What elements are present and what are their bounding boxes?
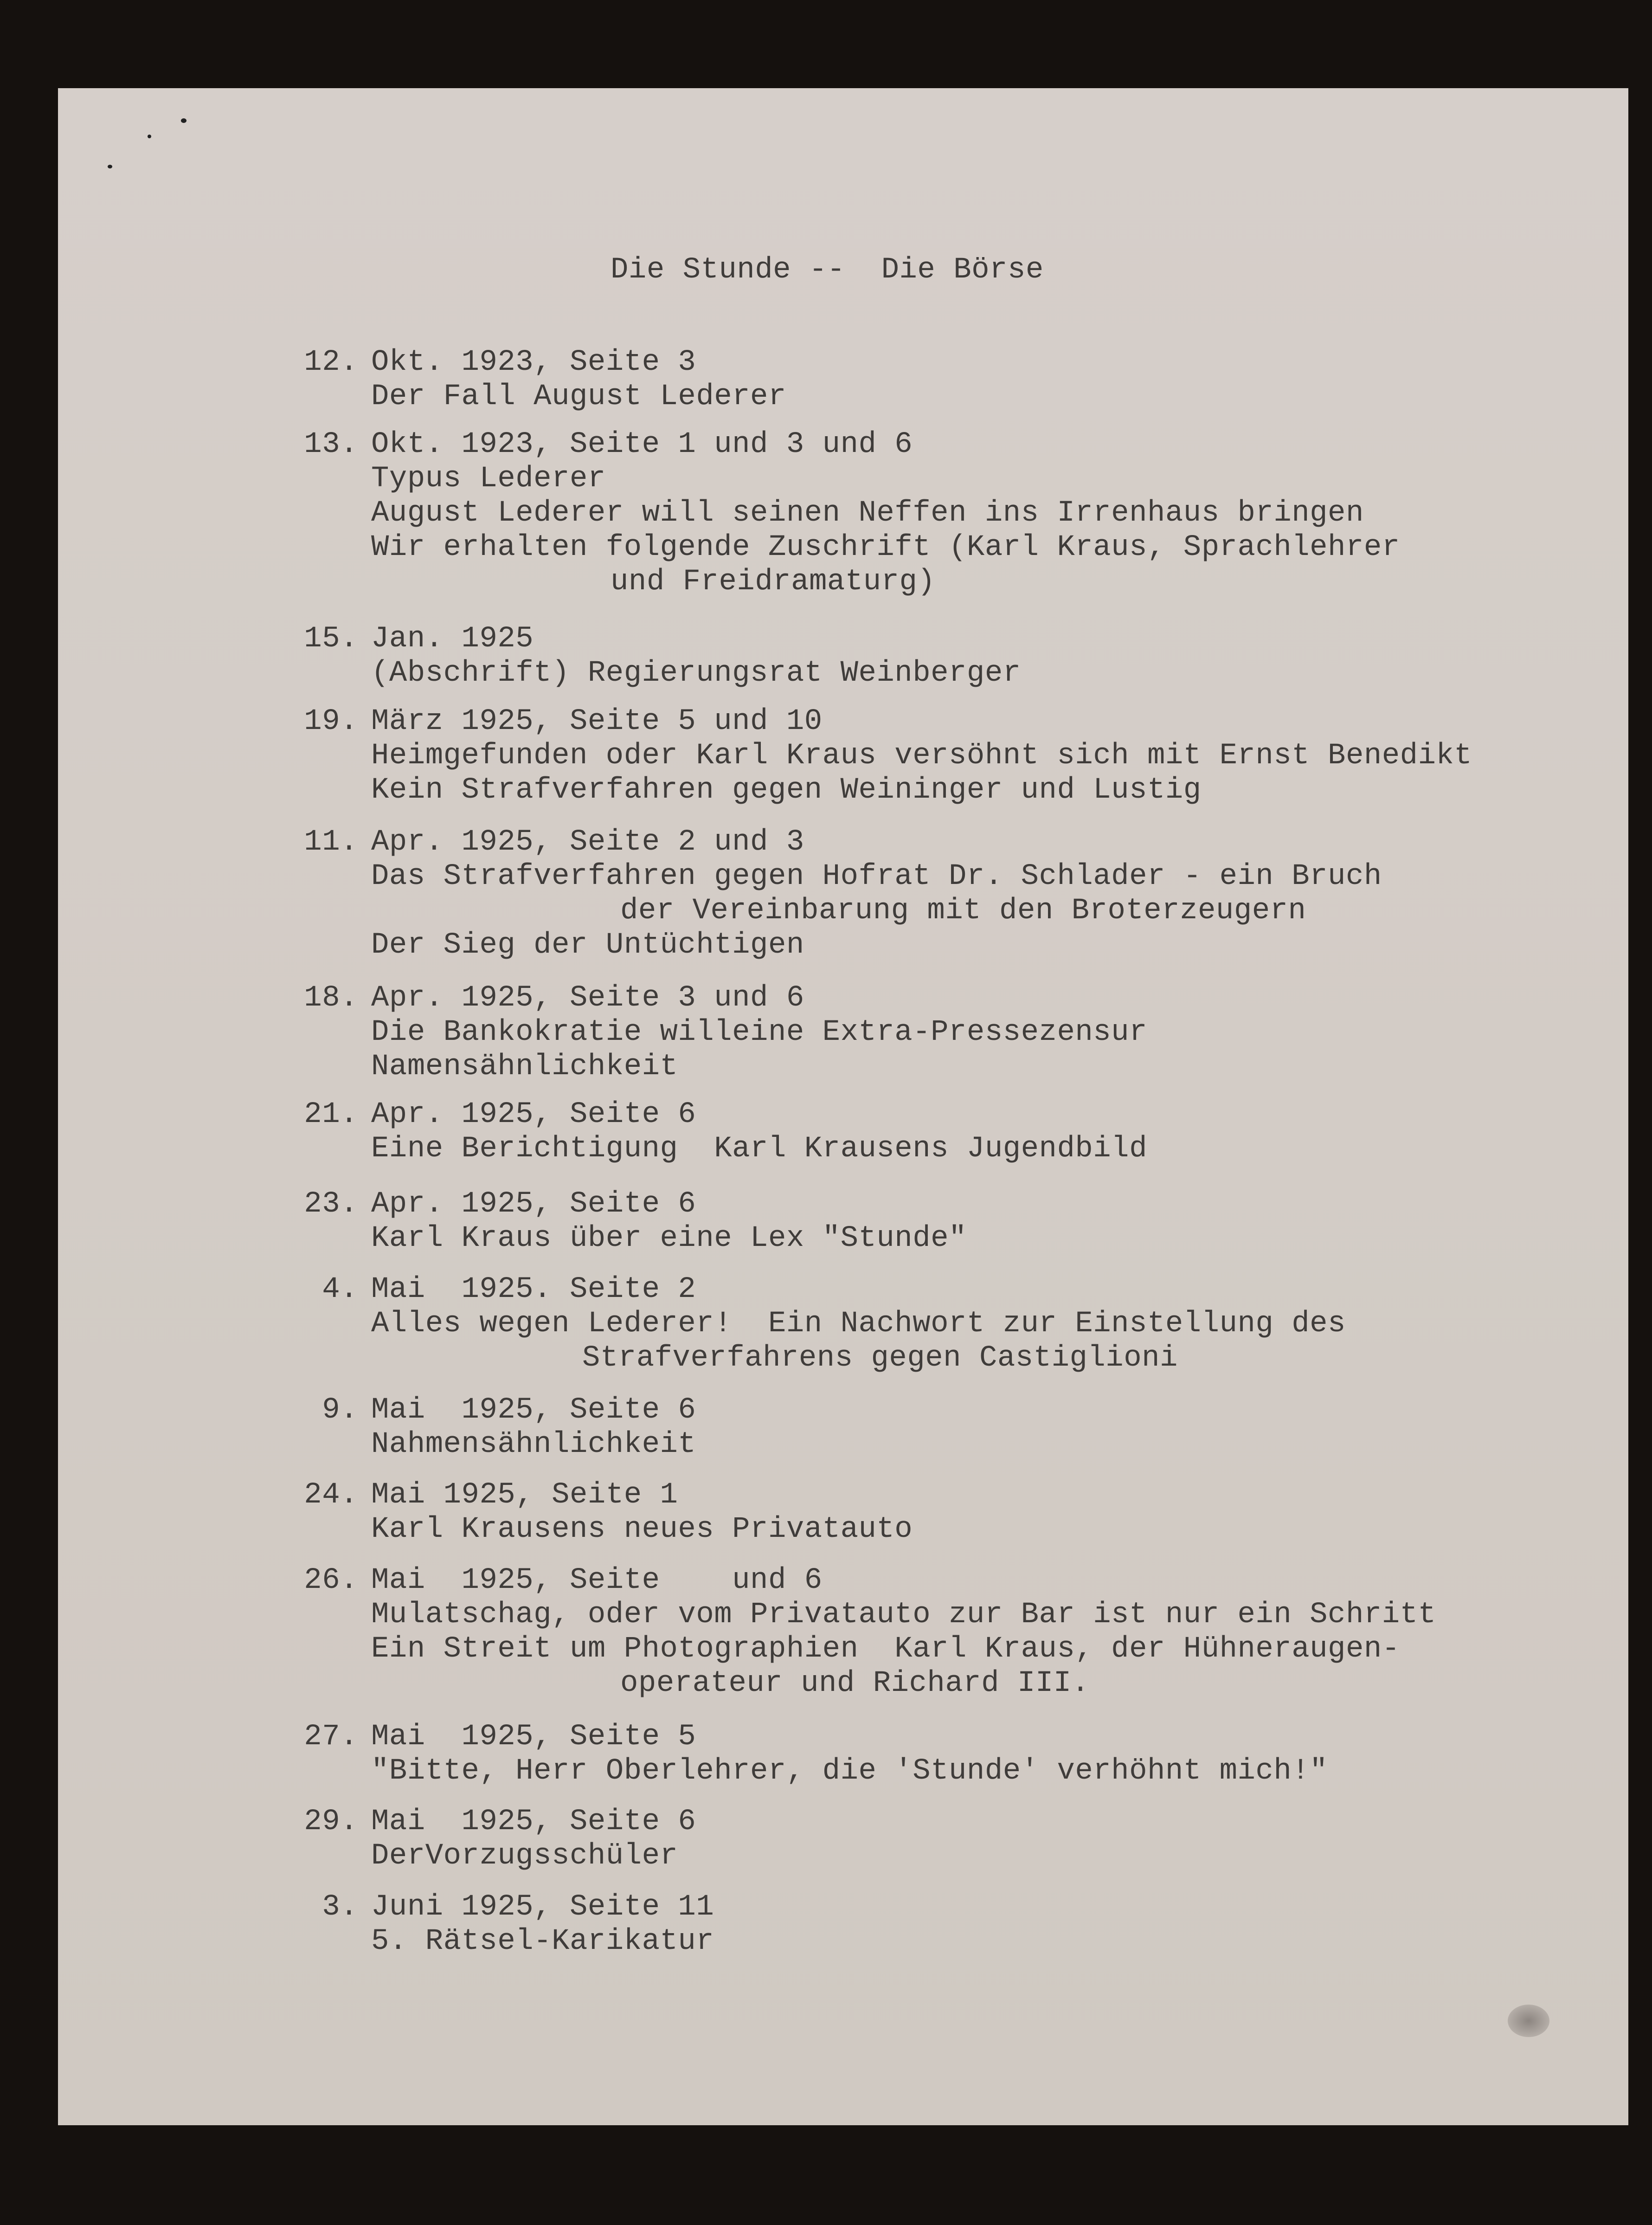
entry <box>260 1393 1559 1462</box>
entry-date: März 1925, Seite 5 und 10 <box>371 705 823 738</box>
entry-date: Juni 1925, Seite 11 <box>371 1890 714 1924</box>
entry-date: Jan. 1925 <box>371 622 534 656</box>
entry-line: (Abschrift) Regierungsrat Weinberger <box>371 657 1021 690</box>
entry-line: Ein Streit um Photographien Karl Kraus, der Hühneraugen- <box>371 1632 1400 1666</box>
entry-line: Strafverfahrens gegen Castiglioni <box>582 1341 1178 1375</box>
entry-line: "Bitte, Herr Oberlehrer, die 'Stunde' verhöhnt mich!" <box>371 1754 1328 1788</box>
entry-line: Namensähnlichkeit <box>371 1050 678 1083</box>
entry-day: 13. <box>304 428 358 461</box>
entry-date: Mai 1925, Seite 6 <box>371 1393 696 1427</box>
entry-line: Eine Berichtigung Karl Krausens Jugendbild <box>371 1132 1147 1166</box>
entry-day: 11. <box>304 826 358 859</box>
entry-day: 24. <box>304 1478 358 1512</box>
entry-day: 15. <box>304 622 358 656</box>
entry-line: 5. Rätsel-Karikatur <box>371 1925 714 1958</box>
entry-line: Alles wegen Lederer! Ein Nachwort zur Einstellung des <box>371 1307 1346 1341</box>
entry-line: Kein Strafverfahren gegen Weininger und Lustig <box>371 774 1202 807</box>
stain <box>1508 2005 1549 2037</box>
entry-date: Apr. 1925, Seite 6 <box>371 1098 696 1131</box>
entry <box>260 1272 1559 1375</box>
entry-line: Mulatschag, oder vom Privatauto zur Bar ist nur ein Schritt <box>371 1598 1436 1632</box>
entry <box>260 427 1559 599</box>
entry-line: Wir erhalten folgende Zuschrift (Karl Kraus, Sprachlehrer <box>371 531 1400 564</box>
entry-line: Nahmensähnlichkeit <box>371 1428 696 1461</box>
entry-day: 26. <box>304 1564 358 1597</box>
entry-date: Apr. 1925, Seite 3 und 6 <box>371 981 804 1015</box>
entry-day: 3. <box>322 1890 358 1924</box>
entry-date: Apr. 1925, Seite 6 <box>371 1187 696 1221</box>
entry-line: Typus Lederer <box>371 462 606 496</box>
entry-date: Mai 1925, Seite und 6 <box>371 1564 823 1597</box>
entry-line: operateur und Richard III. <box>620 1667 1090 1700</box>
entry-line: DerVorzugsschüler <box>371 1839 678 1873</box>
ink-speck <box>181 118 186 123</box>
entry-day: 27. <box>304 1720 358 1754</box>
entry-date: Apr. 1925, Seite 2 und 3 <box>371 826 804 859</box>
entry-date: Mai 1925, Seite 5 <box>371 1720 696 1754</box>
entry <box>260 1187 1559 1256</box>
entry-day: 29. <box>304 1805 358 1838</box>
entry <box>260 1478 1559 1547</box>
entry-date: Okt. 1923, Seite 1 und 3 und 6 <box>371 428 913 461</box>
entry-day: 19. <box>304 705 358 738</box>
entry <box>260 981 1559 1084</box>
entry-line: der Vereinbarung mit den Broterzeugern <box>620 894 1306 928</box>
entry-line: und Freidramaturg) <box>611 565 936 599</box>
document-title: Die Stunde -- Die Börse <box>611 253 1044 287</box>
entry-line: Der Fall August Lederer <box>371 380 786 413</box>
entry-date: Okt. 1923, Seite 3 <box>371 346 696 379</box>
entry-day: 23. <box>304 1187 358 1221</box>
entry <box>260 1097 1559 1166</box>
entry-date: Mai 1925. Seite 2 <box>371 1273 696 1306</box>
entry <box>260 345 1559 414</box>
entry-day: 9. <box>322 1393 358 1427</box>
ink-speck <box>108 165 112 168</box>
entry-line: Karl Krausens neues Privatauto <box>371 1513 913 1546</box>
entry-day: 4. <box>322 1273 358 1306</box>
entry <box>260 1720 1559 1788</box>
entry-line: Die Bankokratie willeine Extra-Pressezensur <box>371 1016 1147 1049</box>
entry <box>260 1890 1559 1959</box>
entry-date: Mai 1925, Seite 1 <box>371 1478 678 1512</box>
entry-line: Das Strafverfahren gegen Hofrat Dr. Schlader - ein Bruch <box>371 860 1382 893</box>
entry <box>260 622 1559 690</box>
entry <box>260 1563 1559 1701</box>
entry-date: Mai 1925, Seite 6 <box>371 1805 696 1838</box>
entry-day: 12. <box>304 346 358 379</box>
entry <box>260 825 1559 962</box>
entry-day: 18. <box>304 981 358 1015</box>
entry-line: August Lederer will seinen Neffen ins Irrenhaus bringen <box>371 497 1364 530</box>
entry-line: Heimgefunden oder Karl Kraus versöhnt sich mit Ernst Benedikt <box>371 739 1472 773</box>
entry <box>260 704 1559 807</box>
entry-line: Der Sieg der Untüchtigen <box>371 929 804 962</box>
entry <box>260 1805 1559 1873</box>
ink-speck <box>148 135 151 138</box>
entry-day: 21. <box>304 1098 358 1131</box>
entry-line: Karl Kraus über eine Lex "Stunde" <box>371 1222 967 1255</box>
